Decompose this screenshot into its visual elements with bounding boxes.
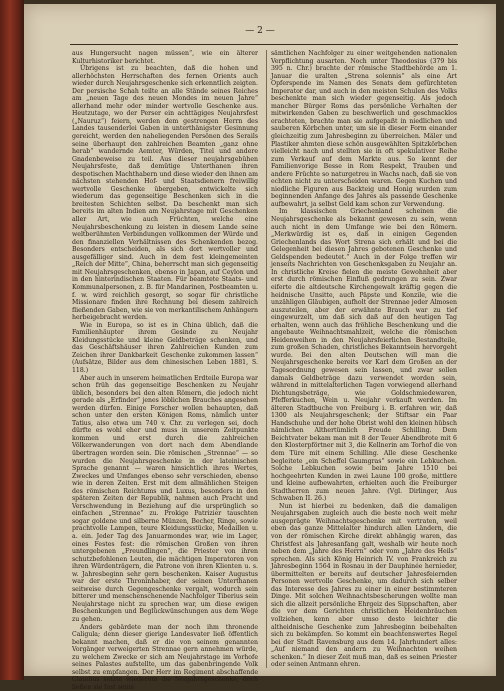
book-binding-edge — [0, 0, 24, 680]
page-number: — 2 — — [245, 26, 275, 36]
column-divider — [266, 50, 267, 668]
paragraph: Nun ist hierbei zu bedenken, daß die damaligen Neujahrsgaben zugleich auch die beste noch weit mehr ausgeprägte Weihnachtsgeschenke mit vertraten, weil eben das ganze Mittelalter hindurch allen Ländern, die von der römischen Kirche direkt abhängig waren, das Christfest als Jahresanfang galt, weshalb wir heute noch neben dem „Jahre des Herrn“ oder vom „Jahre des Heils“ sprechen. Als sich König Heinrich IV. von Frankreich zu Jahresbeginn 1564 in Rosnau in der Dauphinée hernieder, übermittelten er bereits auf deutscher Jahresfeiernden Personen wertvolle Geschenke, um dadurch sich selber das Interesse des Jahres zu einer in einer bestimmteren Dinge. Mit solchen Weihnachtsbescherungen wollte man sich die allzeit persönliche Ehrgeiz des Sippschaften, aber die vor dem Gerichten christlichen Heidenbräuchen vollziehen, kenn aber umso desto leichter die altheidnische Geschenke zum Jahresbeginn beibehalten sich zu bekämpfen. So kommt ein beachtenswertes Regel bei der Stadt Ravensburg aus dem 14. Jahrhundert alles: „Auf niemand den andern zu Weihnachten weihen schenken.“ In dieser Zeit muß man, daß es seinen Priester oder seinen Antmann ehren. — [271, 502, 457, 669]
paragraph: Im klassischen Griechenland scheinen die Neujahrsgeschenke als bekannt gewesen zu sein, wenn auch nicht in dem Umfange wie bei den Römern. „Merkwürdig ist es, daß in einigen Gegenden Griechenlands das Wort Strena sich erhält und bei die Gelegenheit bei diesen Jahres gebotenen Geschenke und Geldspenden bedeutet.“ Auch in der Folge treffen wir jenseits Nachrichten von Geschenksgaben zu Neujahr an. In christliche Kreise fielen die meiste Gewohnheit aber erst durch römischen Einfluß gedrungen zu sein. Zwar eiferte die altdeutsche Kirchengewalt kräftig gegen die heidnische Unsitte, auch Päpste und Konzile, wie die unzähligen Gläubigen, aufholt der Strennae jeder Almosen auszuteilen, aber der erwähnte Brauch war zu tief eingewurzelt, um daß sich daß auf den heutigen Tag erhalten, wenn auch das fröhliche Beschenkung und die angebaute Weihnachtsmahlzeit, welche die römischen Heidenweihen in den Neujahrsfeierlichen Bestandteile, zum großen Schaden, christliches Bekanntsein hervorgeht wurde. Bei den alten Deutschen will man die Neujahrsgeschenke bereits vor Karl dem Großen an der Tagesordnung gewesen sein lassen, und zwar sollen damals Geldbeträge dazu verwendet worden sein, während in mittelalterlichen Tagen vorwiegend allerhand Dichtungsbeträge, wie Goldschmiedewaren, Pfefferkuchen, Wein u. Neujahr verkauft werden. Im älteren Stadtbuche von Freiburg i. B. erfahren wir, daß 1300 als Neujahrsgeschenk; der Stiftsar ein Paar Handschuhe und der hohe Obrist wohl den kleinen hübsch nämlichen Althertümlich Freude Schilling. Dem Beichtvater bekam man mit 8 der Teuer Abendbrote mit 6 den Klosterpförtner mit 3, die Kellnerin am Torhof die von dem Türe mit einem Schilling. Alle diese Geschenke begleitete „ein Scheffel Gaumgras“ sowie ein Lebkuchen. Solche Lebkuchen sowie beim Jahre 1510 bei hochgeehrten Kunden in zwei Laune 100 große, mittlere und kleine aufbewahrten, erhielten auch die Freiburger Stadtherren zum neuen Jahre. (Vgl. Dirlinger, Aus Schwaben II. 26.) — [271, 208, 457, 503]
paragraph: Wie in Europa, so ist es in China üblich, daß die Familienhäupter ihrem Gesinde zu Neujahr Kleidungsstücke und kleine Geldbeträge schenken, und das Geschäftshäuser ihren Zahlreichen Kunden zum Zeichen ihrer Dankbarkeit Geschenke zukommen lassen“ (Aufsätze, Bilder aus dem chinesischen Leben 1881, S. 118.) — [72, 321, 258, 374]
right-column — [271, 50, 457, 670]
paragraph: Übrigens ist zu beachten, daß die hohen und allerhöchsten Herrschaften des fernen Orients auch wieder durch Neujahrsgeschenke sich erkenntlich zeigten. Der persische Schah teilte an alle Stände seines Reiches am „neuen Tage des neuen Mondes im neuen Jahre“ allerhand mehr oder minder wertvolle Geschenke aus. Heutzutage, wo der Perser ein achttägiges Neujahrsfest („Nauruz“) feiern, werden dem gestrengen Herrn des Landes tausenderlei Gaben in unterthänigster Gesinnung gereicht, werden den naheliegenden Persönen des Serails seine überhaupt den zahlreichen Beamten „ganz ohne herab“ wandernde Aemter, Würden, Titel und andere Gnadenbeweise zu teil. Aus dieser neujahrsgebühen Neujahrsfeste, daß demütige Unterthanen ihren despotischen Machthabern und diese wieder den ihnen am nächsten stehenden Hof- und Staatsdienern freiwillig wertvolle Geschenke übergeben, entwickelte sich wiederum das gegenseitige Beschenken sich in die breitesten Schichten selbst. Da beschenkt man sich bereits im alten Indien am Neujahrstage mit Geschenken aller Art, wie auch Früchten, welche eine Neujahrsbeschenkung zu leisten in diesem Lande seine weltberühmten Verbindungen vollkommen der Würde und den finanziellen Verhältnissen des Schenkenden bezog. Besonders entscheiden, als sich dort wertvoller und ausgefälliger sind. Auch in dem fest kleingemeinten „Reich der Mitte“, China, beherrscht man sich gegenseitig mit Neujahrsgeschenken, ebenso in Japan, auf Ceylon und in den hinterindischen Staaten. Für beamtete Staats- und Kommunalpersonen, z. B. für Mandarinen, Postbeamten u. f. w. wird reichlich gesorgt, so sogar für christliche Missionare finden ihre Rechnung bei diesem zahlreich fließenden Gaben, wie sie von merkantilischem Anhängern herbeigebracht werden. — [72, 65, 258, 322]
paragraph: Anders gebärdete man der noch ihm thronende Caligula; denn dieser gierige Landesvater ließ öffentlich bekannt machen, daß er die von seinem genannten Vorgänger verweigerten Strennae gern annehmen würde, zu welchem Zwecke er sich am Neujahrstage im Vorhofe seines Palastes aufstellte, um das gabenbringende Volk selbst zu empfangen. Der Herr im Regiment abschaffende Claudius setzte wiederum die Neujahrsgeschenke, doch ließen sie fast seine — [72, 623, 258, 691]
book-page — [24, 4, 496, 691]
paragraph: sämtlichen Nachfolger zu einer weitgehenden nationalen Verpflichtung ausarten. Noch unter Theodosius (379 bis 395 n. Chr.) brachte der römische Stadtbehörde am 1. Januar die uralten „Strena solennis“ als eine Art Opferspende im Namen des Senats dem gefürchteten Imperator dar, und auch in den meisten Schulen des Volks beschenkte man sich wieder gegenseitig. Als jedoch mancher Bürger Roms das persönliche Verhalten der mitwirkenden Gaben zu beschwerlich und geschmacklos erachteten, brachte man sie aufgepaßt in niedlichen und sauberen Körbchen unter, um sie in dieser Form einander gleichzeitig zum Jahresbeginn zu überreichen. Mäler und Plastiker ahmten diese schön ausgewählten Spitzkörbchen vielleicht nach und stellten sie in oft spekulativer Reihe zum Verkauf auf dem Markte aus. So kennt der Familienvorige Besse in Rom Respekt, Trauben und andere Früchte so naturgetreu in Wachs nach, daß sie von echten nicht zu unterscheiden waren. Gegen Kuchen und niedliche Figuren aus Backteig und Honig wurden zum beginnenden Anfange des Jahres als passende Geschenke aufbewahrt, ja selbst Geld kam schon zur Verwendung. — [271, 50, 457, 208]
paragraph: aus Hungersucht nagen müssen“, wie ein älterer Kulturhistoriker berichtet. — [72, 50, 258, 65]
header-rule — [70, 44, 458, 45]
left-column — [72, 50, 258, 691]
paragraph: Aber auch in unserem heimatlichen Erdteile Europa war schon früh das gegenseitige Beschenken zu Neujahr üblich, besonders bei den alten Römern, die jedoch nicht gerade als „Erfinder“ jenes löblichen Brauches angesehen werden dürfen. Einige Forscher wollen behaupten, daß schon unter den ersten Königen Roms, nämlich unter Tatius, also etwa um 740 v. Chr. zu verlegen sei, doch dürfte es wohl eher und muss in unserem Zeitpunkte kommen und erst durch die zahlreichen Völkerwanderungen von dort nach dem Abendlande übertragen worden sein. Die römischen „Strennae“ — so wurden die Neujahrsgeschenke in der lateinischen Sprache genannt — waren hinsichtlich ihres Wertes, Zweckes und Umfanges ebenso sehr verschieden, ebenso wie in deren Zeiten. Erst mit dem allmählichen Steigen des römischen Reichtums und Luxus, besonders in den späteren Zeiten der Republik, nahmen auch Pracht und Verschwendung in Beziehung auf die ursprünglich so einfachen „Strennae“ zu. Prokige Patrizier tauschten sogar goldene und silberne Münzen, Becher, Ringe, sowie prachtvolle Lampen, teure Kleidungsstücke, Medaillen u. a. ein. Jeder Tag des Januarmondes war, wie im Lager, eines Festes fest: die römischen Großen von ihren untergebenen „Freundlingen“, die Priester von ihren schutzbefohlenen Leuten, die mächtigen Imperatoren von ihren Würdenträgern, die Patrone von ihren Klienten u. s. w. Jahresbeginn sehr gern beschenken. Kaiser Augustus war der erste Throninhaber, der seinen Unterthanen seitweise durch Gegengeschenke vergalt, wodurch sein bitterer und menschenschenende Nachfolger Tiberius sein Neujahrstage nicht zu sprechen war, um diese ewigen Beschenkungen und Beglückwünschungen aus dem Wege zu gehen. — [72, 374, 258, 624]
